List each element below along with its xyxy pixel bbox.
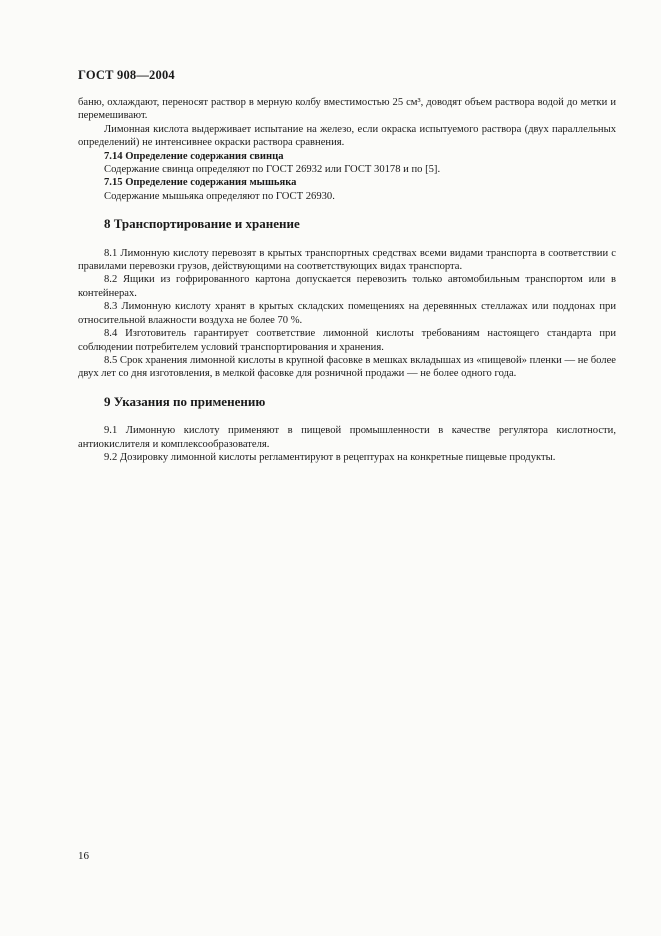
section-title-8: 8 Транспортирование и хранение — [104, 216, 300, 232]
subsection-title-7-15: 7.15 Определение содержания мышьяка — [104, 177, 297, 189]
paragraph-9-2: 9.2 Дозировку лимонной кислоты регламентируют в рецептурах на конкретные пищевые продукты. — [104, 451, 556, 463]
paragraph-iron-test: Лимонная кислота выдерживает испытание на железо, если окраска испытуемого раствора (двух параллельных определений) не интенсивнее окраски раствора сравнения. — [78, 123, 616, 149]
paragraph-8-3: 8.3 Лимонную кислоту хранят в крытых складских помещениях на деревянных стеллажах или поддонах при относительной влажности воздуха не более 70 %. — [78, 301, 616, 326]
paragraph-continuation: баню, охлаждают, переносят раствор в мерную колбу вместимостью 25 см³, доводят объем раствора водой до метки и перемешивают. — [78, 97, 616, 122]
document-body — [78, 96, 616, 464]
document-header: ГОСТ 908—2004 — [78, 68, 175, 82]
subsection-title-7-14: 7.14 Определение содержания свинца — [104, 150, 284, 162]
paragraph-8-4: 8.4 Изготовитель гарантирует соответствие лимонной кислоты требованиям настоящего стандарта при соблюдении потребителем условий транспортирования и хранения. — [78, 328, 616, 353]
paragraph-8-5: 8.5 Срок хранения лимонной кислоты в крупной фасовке в мешках вкладышах из «пищевой» пленки — не более двух лет со дня изготовления, в мелкой фасовке для розничной продажи — не более одного года. — [78, 354, 616, 380]
page-number: 16 — [78, 850, 89, 862]
paragraph-7-14: Содержание свинца определяют по ГОСТ 26932 или ГОСТ 30178 и по [5]. — [104, 164, 441, 176]
paragraph-9-1: 9.1 Лимонную кислоту применяют в пищевой промышленности в качестве регулятора кислотности, антиокислителя и комплексообразователя. — [78, 425, 616, 450]
paragraph-8-1: 8.1 Лимонную кислоту перевозят в крытых транспортных средствах всеми видами транспорта в соответствии с правилами перевозки грузов, действующими на соответствующих видах транспорта. — [78, 247, 616, 273]
paragraph-7-15: Содержание мышьяка определяют по ГОСТ 26930. — [104, 190, 335, 202]
section-title-9: 9 Указания по применению — [104, 393, 266, 409]
paragraph-8-2: 8.2 Ящики из гофрированного картона допускается перевозить только автомобильным транспортом или в контейнерах. — [78, 274, 616, 299]
